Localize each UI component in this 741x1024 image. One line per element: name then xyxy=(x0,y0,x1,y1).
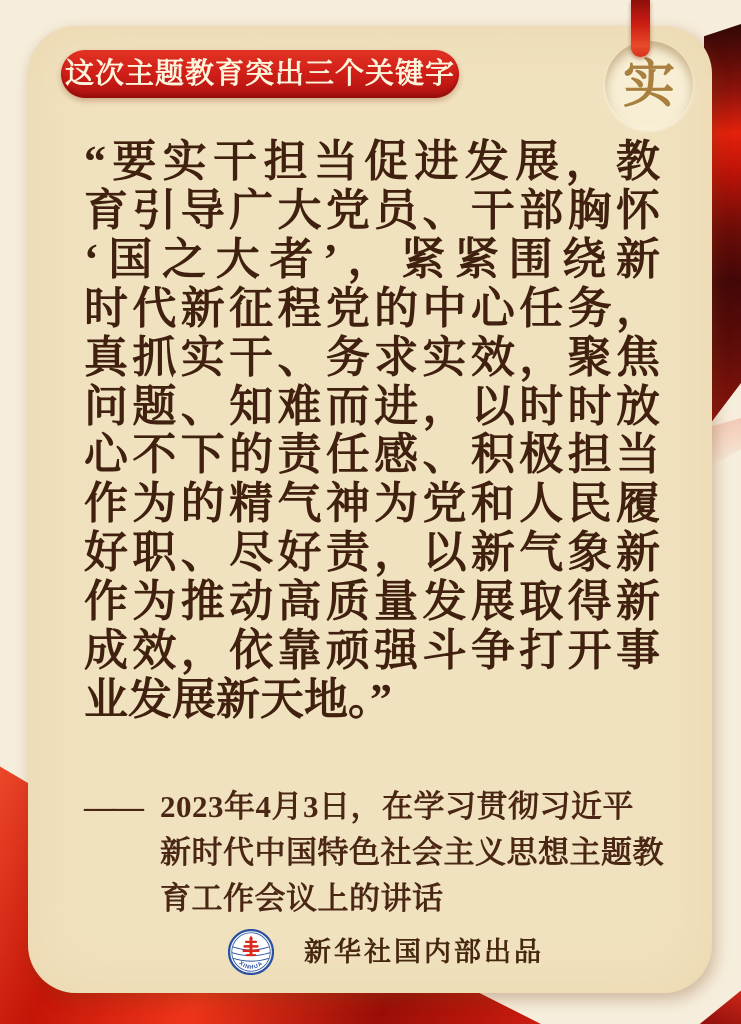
quote-line: “要实干担当促进发展，教 xyxy=(84,137,660,186)
quote-line: 时代新征程党的中心任务， xyxy=(84,283,660,333)
quote-line: 成效，依靠顽强斗争打开事 xyxy=(84,626,660,676)
quote-line: ‘国之大者’，紧紧围绕新 xyxy=(84,234,660,284)
attribution-dash: —— xyxy=(84,789,142,824)
quote-line: 业发展新天地。” xyxy=(84,674,392,724)
poster-card xyxy=(28,26,712,993)
quote-line: 心不下的责任感、积极担当 xyxy=(84,430,660,480)
attribution-line: 新时代中国特色社会主义思想主题教 xyxy=(160,835,664,870)
bookmark-ribbon xyxy=(631,0,650,57)
quote-line: 问题、知难而进，以时时放 xyxy=(84,381,660,431)
xinhua-logo-icon xyxy=(228,929,274,975)
attribution-lines xyxy=(160,784,684,922)
title-badge xyxy=(61,50,459,98)
quote-line: 育引导广大党员、干部胸怀 xyxy=(84,185,660,235)
quote-line: 作为推动高质量发展取得新 xyxy=(84,577,660,627)
footer xyxy=(228,929,544,975)
quote-line: 好职、尽好责，以新气象新 xyxy=(84,528,660,578)
quote-block xyxy=(84,138,660,725)
quote-line: 真抓实干、务求实效，聚焦 xyxy=(84,332,660,382)
attribution-line: 育工作会议上的讲话 xyxy=(160,881,444,916)
keyword-seal-character: 实 xyxy=(622,57,675,114)
publisher-label: 新华社国内部出品 xyxy=(304,937,544,967)
quote-line: 作为的精气神为党和人民履 xyxy=(84,479,660,529)
title-badge-label: 这次主题教育突出三个关键字 xyxy=(64,57,455,90)
attribution-block xyxy=(84,784,684,922)
attribution-line: 2023年4月3日，在学习贯彻习近平 xyxy=(160,789,634,824)
keyword-seal xyxy=(605,41,693,129)
xinhua-logo-text: XINHUA xyxy=(237,960,265,971)
bottom-right-ribbon-corner xyxy=(698,986,741,1024)
